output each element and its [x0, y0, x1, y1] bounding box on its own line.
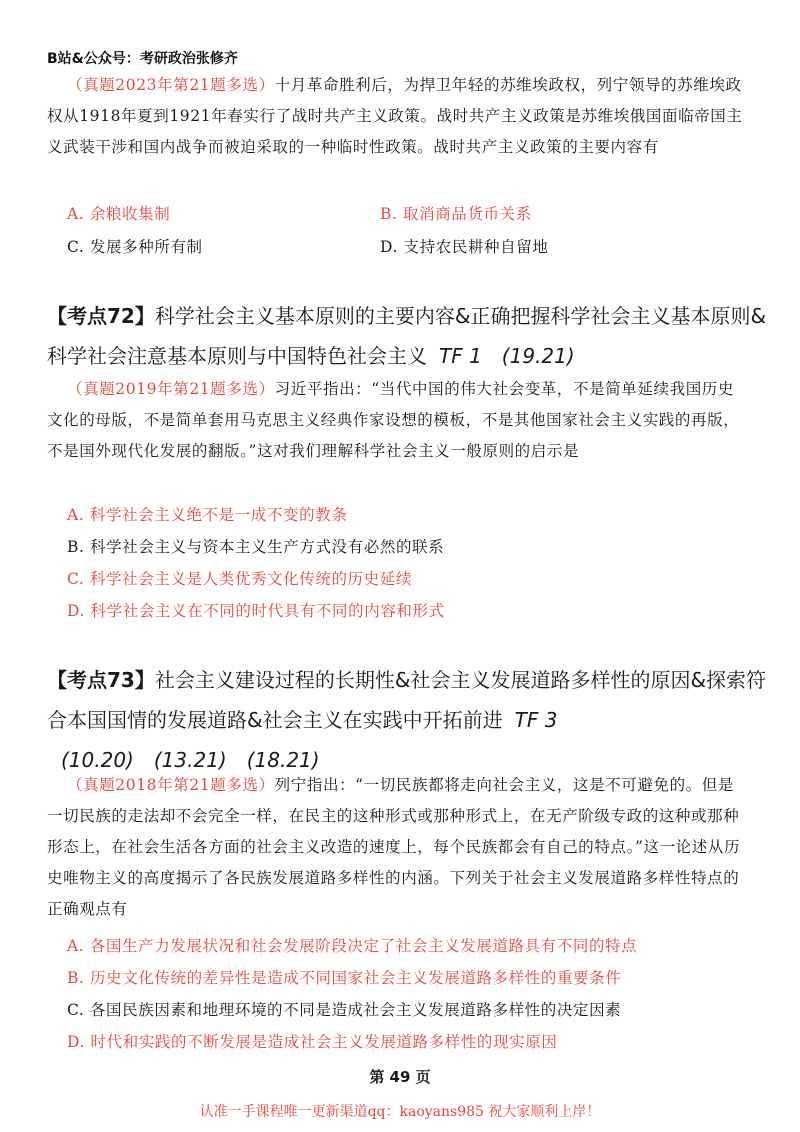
topic-72-heading: [47, 296, 767, 376]
topic-72-meta: TF 1 (19.21): [439, 344, 575, 368]
page-number: 第 49 页: [369, 1068, 431, 1086]
question-2-stem: 习近平指出：“当代中国的伟大社会变革，不是简单延续我国历史文化的母版，不是简单套用马克思主义经典作家设想的模板，不是其他国家社会主义实践的再版，不是国外现代化发展的翻版。”这对我们理解科学社会主义一般原则的启示是: [47, 380, 740, 460]
topic-73-heading: [47, 660, 767, 780]
topic-72-title: 科学社会主义基本原则的主要内容&正确把握科学社会主义基本原则&科学社会注意基本原则与中国特色社会主义: [47, 304, 767, 368]
topic-72-label: 【考点72】: [47, 304, 155, 328]
question-1-option-d: D. 支持农民耕种自留地: [380, 238, 549, 256]
question-3-stem: 列宁指出：“一切民族都将走向社会主义，这是不可避免的。但是一切民族的走法却不会完全一样，在民主的这种形式或那种形式上，在无产阶级专政的这种或那种形态上，在社会生活各方面的社会主义改造的速度上，每个民族都会有自己的特点。”这一论述从历史唯物主义的高度揭示了各民族发展道路多样性的内涵。下列关于社会主义发展道路多样性特点的正确观点有: [47, 776, 741, 918]
question-1-stem: 十月革命胜利后，为捍卫年轻的苏维埃政权，列宁领导的苏维埃政权从1918年夏到1921年春实行了战时共产主义政策。战时共产主义政策是苏维埃俄国面临帝国主义武装干涉和国内战争而被迫采取的一种临时性政策。战时共产主义政策的主要内容有: [47, 76, 743, 156]
question-1-source: （真题2023年第21题多选）: [67, 76, 275, 94]
question-2-option-b: B. 科学社会主义与资本主义生产方式没有必然的联系: [67, 538, 445, 556]
question-1-option-c: C. 发展多种所有制: [67, 238, 203, 256]
question-3: [47, 770, 747, 925]
topic-73-meta: TF 3: [514, 708, 558, 732]
question-3-option-b: B. 历史文化传统的差异性是造成不同国家社会主义发展道路多样性的重要条件: [67, 969, 622, 987]
question-2-option-d: D. 科学社会主义在不同的时代具有不同的内容和形式: [67, 602, 445, 620]
question-2-option-c: C. 科学社会主义是人类优秀文化传统的历史延续: [67, 570, 412, 588]
question-3-option-a: A. 各国生产力发展状况和社会发展阶段决定了社会主义发展道路具有不同的特点: [67, 937, 638, 955]
footer-notice: 认准一手课程唯一更新渠道qq：kaoyans985 祝大家顺利上岸！: [199, 1104, 601, 1120]
question-3-option-c: C. 各国民族因素和地理环境的不同是造成社会主义发展道路多样性的决定因素: [67, 1001, 622, 1019]
question-3-option-d: D. 时代和实践的不断发展是造成社会主义发展道路多样性的现实原因: [67, 1033, 558, 1051]
question-1: [47, 70, 747, 163]
question-1-option-a: A. 余粮收集制: [67, 205, 171, 223]
question-3-source: （真题2018年第21题多选）: [67, 776, 275, 794]
topic-73-label: 【考点73】: [47, 668, 155, 692]
topic-73-years: (10.20) (13.21) (18.21): [61, 748, 320, 772]
header-source-text: B站&公众号：考研政治张修齐: [47, 51, 238, 67]
topic-73-title: 社会主义建设过程的长期性&社会主义发展道路多样性的原因&探索符合本国国情的发展道路&社会主义在实践中开拓前进: [47, 668, 767, 732]
question-1-option-b: B. 取消商品货币关系: [380, 205, 532, 223]
question-2: [47, 374, 747, 467]
question-2-source: （真题2019年第21题多选）: [67, 380, 275, 398]
question-2-option-a: A. 科学社会主义绝不是一成不变的教条: [67, 506, 348, 524]
